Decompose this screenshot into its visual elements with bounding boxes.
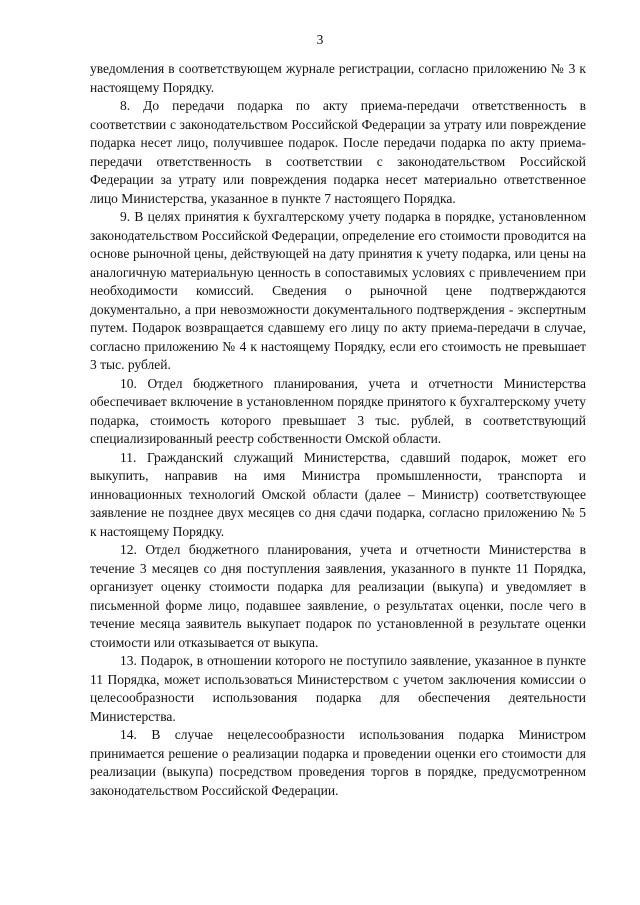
paragraph-10: 10. Отдел бюджетного планирования, учета и отчетности Министерства обеспечивает включение в установленном порядке принятого к бухгалтерскому учету подарка, стоимость которого превышает 3 тыс. рублей, в соответствующий специализированный реестр собственности Омской области. <box>90 375 586 446</box>
document-body <box>90 60 586 800</box>
paragraph-13: 13. Подарок, в отношении которого не поступило заявление, указанное в пункте 11 Порядка, может использоваться Министерством с учетом заключения комиссии о целесообразности использования подарка для обеспечения деятельности Министерства. <box>90 653 586 724</box>
paragraph-14: 14. В случае нецелесообразности использования подарка Министром принимается решение о реализации подарка и проведении оценки его стоимости для реализации (выкупа) посредством проведения торгов в порядке, предусмотренном законодательством Российской Федерации. <box>90 727 586 798</box>
paragraph-8: 8. До передачи подарка по акту приема-передачи ответственность в соответствии с законодательством Российской Федерации за утрату или повреждение подарка несет лицо, получившее подарок. После передачи подарка по акту приема-передачи ответственность в соответствии с законодательством Российской Федерации за утрату или повреждения подарка несет материально ответственное лицо Министерства, указанное в пункте 7 настоящего Порядка. <box>90 98 586 206</box>
page-number: 3 <box>316 32 324 47</box>
paragraph-7-continuation: уведомления в соответствующем журнале регистрации, согласно приложению № 3 к настоящему Порядку. <box>90 61 586 95</box>
paragraph-12: 12. Отдел бюджетного планирования, учета и отчетности Министерства в течение 3 месяцев со дня поступления заявления, указанного в пункте 11 Порядка, организует оценку стоимости подарка для реализации (выкупа) и уведомляет в письменной форме лицо, подавшее заявление, о результатах оценки, после чего в течение месяца заявитель выкупает подарок по установленной в результате оценки стоимости или отказывается от выкупа. <box>90 542 586 650</box>
paragraph-9: 9. В целях принятия к бухгалтерскому учету подарка в порядке, установленном законодательством Российской Федерации, определение его стоимости проводится на основе рыночной цены, действующей на дату принятия к учету подарка, или цены на аналогичную материальную ценность в сопоставимых условиях с привлечением при необходимости комиссий. Сведения о рыночной цене подтверждаются документально, а при невозможности документального подтверждения - экспертным путем. Подарок возвращается сдавшему его лицу по акту приема-передачи в случае, согласно приложению № 4 к настоящему Порядку, если его стоимость не превышает 3 тыс. рублей. <box>90 209 586 372</box>
paragraph-11: 11. Гражданский служащий Министерства, сдавший подарок, может его выкупить, направив на имя Министра промышленности, транспорта и инновационных технологий Омской области (далее – Министр) соответствующее заявление не позднее двух месяцев со дня сдачи подарка, согласно приложению № 5 к настоящему Порядку. <box>90 449 586 539</box>
